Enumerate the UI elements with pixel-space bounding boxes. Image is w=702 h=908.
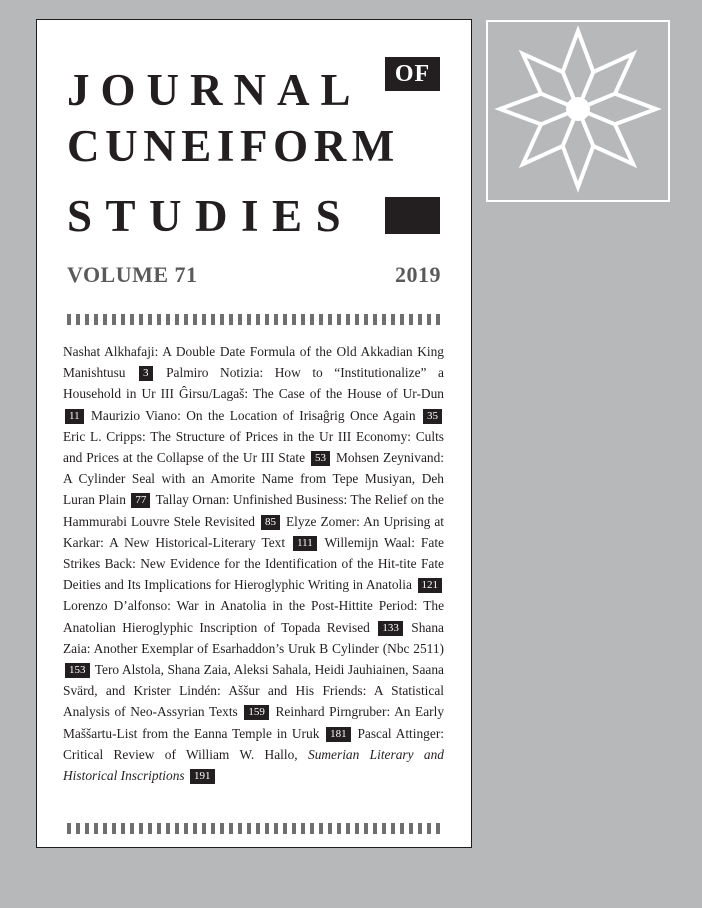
toc-author: Mohsen Zeynivand:: [335, 450, 444, 466]
toc-title: Unfinished Business: The Relief on the Hammurabi Louvre Stele Revisited: [63, 492, 444, 529]
toc-title-italic: Sumerian Literary and Historical Inscriptions: [63, 746, 444, 784]
toc-author: Palmiro Notizia:: [166, 365, 264, 381]
toc-page-number: 35: [423, 409, 442, 424]
toc-title: Fate Strikes Back: New Evidence for the Identification of the Hit-tite Fate Deities and Its Implications for Hieroglyphic Writing in Anatolia: [63, 534, 444, 593]
toc-page-number: 159: [244, 705, 269, 720]
toc-author: Willemijn Waal:: [324, 534, 415, 550]
toc-title: On the Location of Irisaĝrig Once Again: [186, 407, 416, 423]
toc-page-number: 121: [418, 578, 443, 593]
dotted-rule-bottom: [67, 823, 441, 834]
title-line-journal: JOURNAL: [67, 65, 362, 115]
toc-page-number: 133: [378, 621, 403, 636]
volume-label: VOLUME 71: [67, 262, 198, 287]
toc-author: Maurizio Viano:: [90, 407, 181, 423]
toc-author: Reinhard Pirngruber:: [275, 704, 391, 720]
toc-author: Lorenzo D’alfonso:: [63, 598, 171, 614]
title-square-ornament: [385, 197, 440, 234]
star-logo-icon: [486, 20, 670, 202]
toc-page-number: 153: [65, 663, 90, 678]
toc-title: Critical Review of William W. Hallo,: [63, 746, 298, 762]
toc-author: Tero Alstola, Shana Zaia, Aleksi Sahala, Heidi Jauhiainen, Saana Svärd, and Krister Lindén:: [63, 662, 444, 699]
toc-page-number: 85: [261, 515, 280, 530]
toc-page-number: 77: [131, 493, 150, 508]
toc-title: A Cylinder Seal with an Amorite Name from Tepe Musiyan, Deh Luran Plain: [63, 471, 444, 508]
toc-page-number: 3: [139, 366, 153, 381]
toc-author: Elyze Zomer:: [285, 513, 360, 529]
toc-author: Pascal Attinger:: [357, 725, 445, 741]
toc-page-number: 181: [326, 727, 351, 742]
title-of-badge: OF: [385, 57, 440, 91]
toc-author: Nashat Alkhafaji:: [63, 344, 159, 359]
toc-title: A Double Date Formula of the Old Akkadian King Manishtusu: [63, 344, 444, 381]
title-line-studies: STUDIES: [67, 191, 355, 241]
dotted-rule-top: [67, 314, 441, 325]
toc-page-number: 11: [65, 409, 84, 424]
table-of-contents: [63, 341, 444, 786]
toc-title: Another Exemplar of Esarhaddon’s Uruk B Cylinder (Nbc 2511): [93, 640, 444, 656]
toc-entry: [63, 598, 444, 634]
toc-page-number: 111: [293, 536, 317, 551]
toc-author: Tallay Ornan:: [155, 492, 230, 508]
toc-page-number: 191: [190, 769, 215, 784]
toc-title: An Uprising at Karkar: A New Historical-Literary Text: [63, 513, 445, 550]
toc-title: An Early Maššartu-List from the Eanna Temple in Uruk: [63, 704, 445, 741]
toc-entry: [91, 408, 444, 423]
toc-author: Eric L. Cripps:: [63, 428, 146, 444]
title-line-cuneiform: CUNEIFORM: [67, 121, 400, 171]
toc-title: How to “Institutionalize” a Household in Ur III Ĝirsu/Lagaš: The Case of the House of Ur-Dun: [63, 365, 444, 402]
journal-cover: [36, 19, 472, 848]
toc-author: Shana Zaia:: [63, 619, 444, 656]
toc-page-number: 53: [311, 451, 330, 466]
year-label: 2019: [395, 262, 441, 287]
toc-title: The Structure of Prices in the Ur III Economy: Cults and Prices at the Collapse of the Ur III State: [63, 428, 445, 466]
toc-title: Aššur and His Friends: A Statistical Analysis of Neo-Assyrian Texts: [63, 683, 444, 720]
toc-title: War in Anatolia in the Post-Hittite Period: The Anatolian Hieroglyphic Inscription of Topada Revised: [63, 598, 445, 635]
